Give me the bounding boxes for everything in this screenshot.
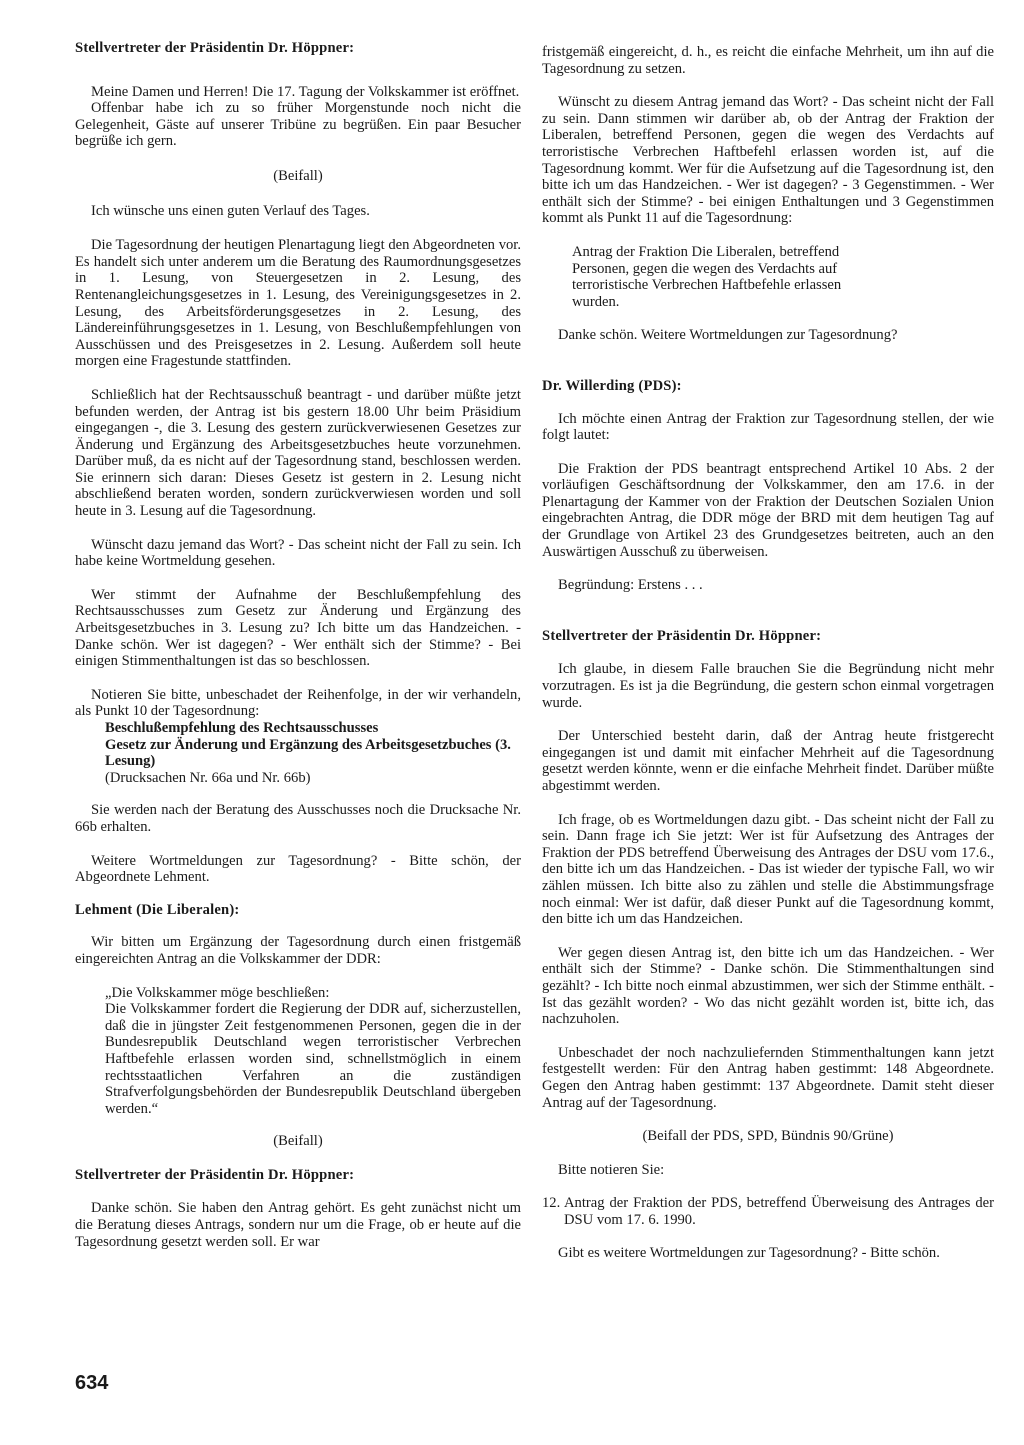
paragraph: Offenbar habe ich zu so früher Morgenstunde noch nicht die Gelegenheit, Gäste auf unserer Tribüne zu begrüßen. Ein paar Besucher begrüße ich gern. <box>75 100 521 150</box>
paragraph: Wer gegen diesen Antrag ist, den bitte ich um das Handzeichen. - Wer enthält sich der Stimme? - Danke schön. Die Stimmenthaltungen sind gezählt? - Ich bitte noch einmal abzustimmen, wer sich der Stimme enthält. - Ist das gezählt worden? - Wo das nicht gezählt worden ist, bitte ich, das nachzuholen. <box>542 944 994 1028</box>
speaker-heading: Stellvertreter der Präsidentin Dr. Höppner: <box>75 1166 355 1183</box>
agenda-item-number: 12. <box>542 1195 561 1212</box>
paragraph: Ich wünsche uns einen guten Verlauf des Tages. <box>91 202 370 219</box>
paragraph: Gibt es weitere Wortmeldungen zur Tagesordnung? - Bitte schön. <box>558 1245 940 1262</box>
agenda-item-line: (Drucksachen Nr. 66a und Nr. 66b) <box>105 769 311 786</box>
paragraph: Meine Damen und Herren! Die 17. Tagung der Volkskammer ist eröffnet. <box>91 83 520 100</box>
paragraph: Bitte notieren Sie: <box>558 1161 665 1178</box>
agenda-item-line: Beschlußempfehlung des Rechtsausschusses <box>105 720 379 736</box>
speaker-heading: Stellvertreter der Präsidentin Dr. Höppner: <box>542 627 822 644</box>
quote-line: Die Volkskammer fordert die Regierung der DDR auf, sicherzustellen, daß die in jüngster Zeit festgenommenen Personen, gegen die in der Bundesrepublik Deutschland wegen terroristischer Verbrechen Haftbefehle erlassen worden sind, schnellstmöglich in einem rechtsstaatlichen Verfahren an die zuständigen Strafverfolgungsbehörden der Bundesrepublik Deutschland übergeben werden.“ <box>105 1001 521 1117</box>
paragraph: Wünscht zu diesem Antrag jemand das Wort? - Das scheint nicht der Fall zu sein. Dann stimmen wir darüber ab, ob der Antrag der Fraktion der Liberalen, betreffend Personen, gegen die wegen des Verdachts auf terroristische Verbrechen Haftbefehl erlassen worden ist, auf die Tagesordnung kommt. Wer für die Aufsetzung auf die Tagesordnung ist, den bitte ich um das Handzeichen. - Wer ist dagegen? - 3 Gegenstimmen. - Wer enthält sich der Stimme? - bei einigen Enthaltungen und 3 Gegenstimmen kommt als Punkt 11 auf die Tagesordnung: <box>542 94 994 227</box>
interjection: (Beifall) <box>273 167 323 184</box>
paragraph: Sie werden nach der Beratung des Ausschusses noch die Drucksache Nr. 66b erhalten. <box>75 802 521 835</box>
agenda-item-12 <box>542 1195 994 1228</box>
agenda-item-line: Gesetz zur Änderung und Ergänzung des Arbeitsgesetzbuches (3. Lesung) <box>105 736 511 770</box>
paragraph: Unbeschadet der noch nachzuliefernden Stimmenthaltungen kann jetzt festgestellt werden: Für den Antrag haben gestimmt: 148 Abgeordnete. Gegen den Antrag haben gestimmt: 137 Abgeordnete. Damit steht dieser Antrag auf der Tagesordnung. <box>542 1044 994 1111</box>
paragraph: Wünscht dazu jemand das Wort? - Das scheint nicht der Fall zu sein. Ich habe keine Wortmeldung gesehen. <box>75 536 521 570</box>
page-number: 634 <box>75 1372 109 1394</box>
paragraph: Der Unterschied besteht darin, daß der Antrag heute fristgerecht eingegangen ist und damit mit einfacher Mehrheit auf die Tagesordnung gesetzt werden könnte, wenn er die einfache Mehrheit findet. Darüber müßte abgestimmt werden. <box>542 728 994 794</box>
paragraph: Ich glaube, in diesem Falle brauchen Sie die Begründung nicht mehr vorzutragen. Es ist ja die Begründung, die gestern schon einmal vorgetragen wurde. <box>542 661 994 711</box>
paragraph: Ich möchte einen Antrag der Fraktion zur Tagesordnung stellen, der wie folgt lautet: <box>542 410 994 444</box>
paragraph: Wir bitten um Ergänzung der Tagesordnung durch einen fristgemäß eingereichten Antrag an die Volkskammer der DDR: <box>75 934 521 967</box>
interjection: (Beifall der PDS, SPD, Bündnis 90/Grüne) <box>642 1128 894 1145</box>
quoted-motion <box>75 985 521 1118</box>
paragraph: Notieren Sie bitte, unbeschadet der Reihenfolge, in der wir verhandeln, als Punkt 10 der Tagesordnung: <box>75 686 521 720</box>
paragraph: Danke schön. Sie haben den Antrag gehört. Es geht zunächst nicht um die Beratung dieses Antrags, sondern nur um die Frage, ob er heute auf die Tagesordnung gesetzt werden soll. Er war <box>75 1200 521 1250</box>
paragraph: Ich frage, ob es Wortmeldungen dazu gibt. - Das scheint nicht der Fall zu sein. Dann frage ich Sie jetzt: Wer ist für Aufsetzung des Antrages der Fraktion der PDS betreffend Überweisung des Antrages der DSU vom 17.6., den bitte ich um das Handzeichen. - Das ist wieder der typische Fall, wo wir zählen müssen. Ich bitte also zu zählen und stelle die Abstimmungsfrage noch einmal: Wer ist dafür, daß dieser Punkt auf die Tagesordnung kommt, den bitte ich um das Handzeichen. <box>542 811 994 928</box>
agenda-item-10 <box>105 720 521 786</box>
paragraph: Wer stimmt der Aufnahme der Beschlußempfehlung des Rechtsausschusses zum Gesetz zur Änderung und Ergänzung des Arbeitsgesetzbuches in 3. Lesung zu? Ich bitte um das Handzeichen. - Danke schön. Wer ist dagegen? - Wer enthält sich der Stimme? - Bei einigen Stimmenthaltungen ist das so beschlossen. <box>75 586 521 670</box>
quote-line: „Die Volkskammer möge beschließen: <box>105 984 330 1001</box>
interjection: (Beifall) <box>273 1133 323 1150</box>
paragraph: Die Fraktion der PDS beantragt entsprechend Artikel 10 Abs. 2 der vorläufigen Geschäftsordnung der Volkskammer, den am 17.6. in der Plenartagung der Kammer von der Fraktion der Deutschen Sozialen Union eingebrachten Antrag, die DDR möge der BRD mit dem heutigen Tag auf der Grundlage von Artikel 23 des Grundgesetzes beitreten, auch an den Auswärtigen Ausschuß zu überweisen. <box>542 460 994 560</box>
right-column <box>542 44 994 1262</box>
paragraph: Die Tagesordnung der heutigen Plenartagung liegt den Abgeordneten vor. Es handelt sich unter anderem um die Beratung des Raumordnungsgesetzes in 1. Lesung, von Steuergesetzen in 2. Lesung, des Rentenangleichungsgesetzes in 1. Lesung, des Vereinigungsgesetzes in 2. Lesung, des Arbeitsförderungsgesetzes in 2. Lesung, des Ländereinführungsgesetzes in 1. Lesung, von Beschlußempfehlungen von Ausschüssen und des Preisgesetzes in 2. Lesung. Außerdem soll heute morgen eine Fragestunde stattfinden. <box>75 237 521 370</box>
paragraph: fristgemäß eingereicht, d. h., es reicht die einfache Mehrheit, um ihn auf die Tagesordnung zu setzen. <box>542 44 994 77</box>
left-column <box>75 40 521 1250</box>
paragraph: Begründung: Erstens . . . <box>558 577 703 594</box>
paragraph: Schließlich hat der Rechtsausschuß beantragt - und darüber müßte jetzt befunden werden, der Antrag ist bis gestern 18.00 Uhr beim Präsidium eingegangen -, die 3. Lesung des gestern zurückverwiesenen Gesetzes zur Änderung und Ergänzung des Arbeitsgesetzbuches heute vorzunehmen. Darüber muß, da es nicht auf der Tagesordnung stand, beschlossen werden. Sie erinnern sich daran: Dieses Gesetz ist gestern in 2. Lesung nicht abschließend beraten worden, sondern zurückverwiesen worden und soll heute in 3. Lesung auf die Tagesordnung. <box>75 386 521 520</box>
speaker-heading: Lehment (Die Liberalen): <box>75 901 240 918</box>
speaker-heading: Dr. Willerding (PDS): <box>542 377 682 394</box>
speaker-heading: Stellvertreter der Präsidentin Dr. Höppner: <box>75 40 355 56</box>
agenda-item-text: Antrag der Fraktion der PDS, betreffend Überweisung des Antrages der DSU vom 17. 6. 1990. <box>564 1195 994 1228</box>
paragraph: Danke schön. Weitere Wortmeldungen zur Tagesordnung? <box>558 327 898 344</box>
agenda-item-11: Antrag der Fraktion Die Liberalen, betreffend Personen, gegen die wegen des Verdachts auf terroristische Verbrechen Haftbefehle erlassen wurden. <box>572 243 842 310</box>
paragraph: Weitere Wortmeldungen zur Tagesordnung? - Bitte schön, der Abgeordnete Lehment. <box>75 852 521 886</box>
